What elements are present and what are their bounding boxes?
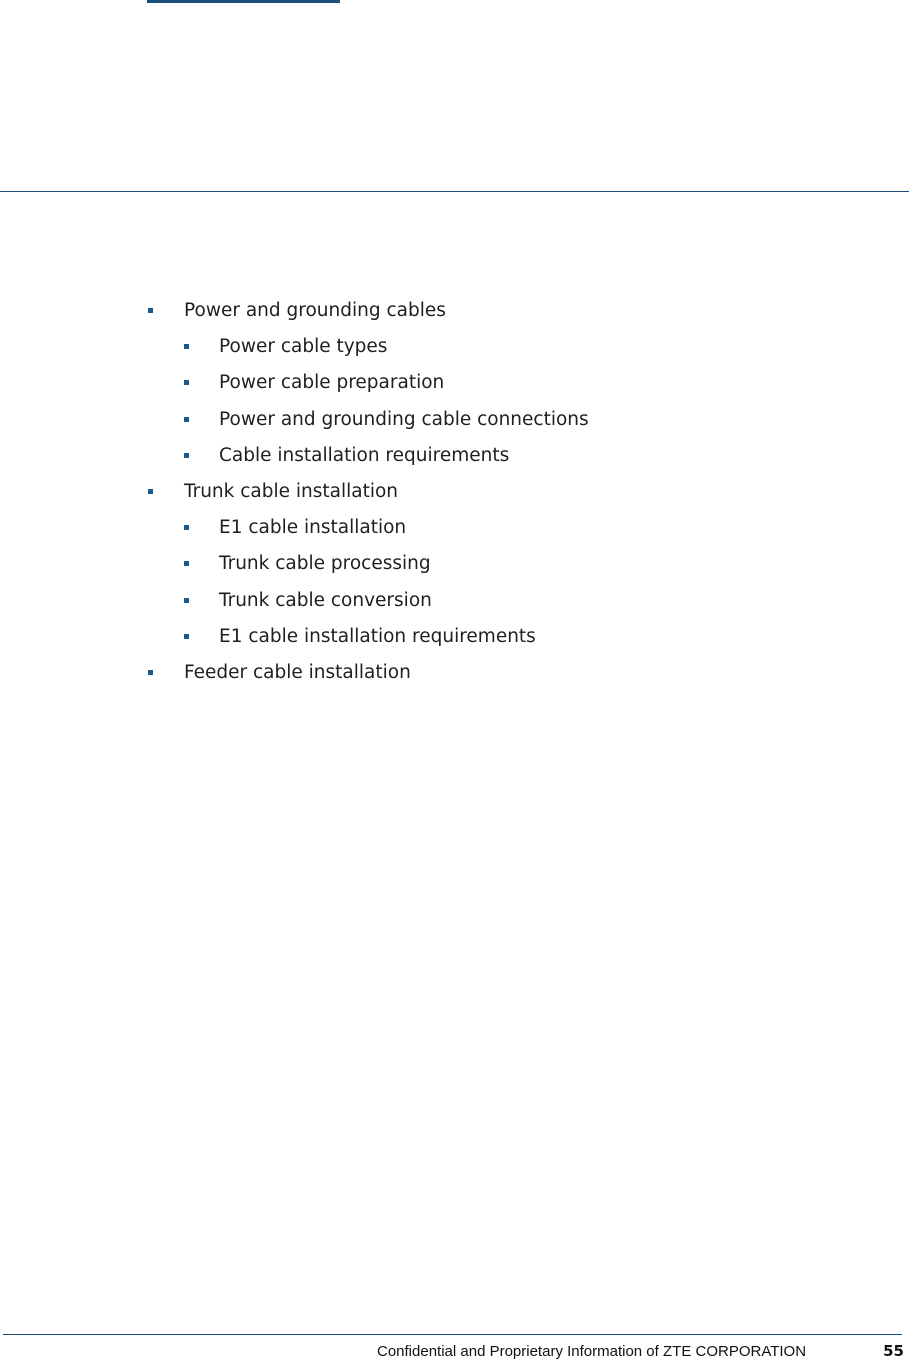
list-item-label: Power cable preparation	[219, 372, 445, 394]
square-bullet-icon	[148, 670, 153, 675]
list-item-label: Feeder cable installation	[184, 661, 411, 683]
list-item-label: E1 cable installation	[219, 517, 407, 539]
square-bullet-icon	[184, 453, 189, 458]
top-accent-bar	[147, 0, 340, 3]
header-divider	[0, 191, 909, 192]
list-item-label: Trunk cable installation	[184, 480, 399, 502]
list-item	[148, 296, 589, 332]
list-item	[148, 622, 589, 658]
square-bullet-icon	[148, 308, 153, 313]
list-item	[148, 441, 589, 477]
square-bullet-icon	[184, 598, 189, 603]
list-item-label: Trunk cable conversion	[219, 589, 432, 611]
list-item	[148, 549, 589, 585]
list-item	[148, 513, 589, 549]
list-item-label: Trunk cable processing	[219, 553, 431, 575]
list-item	[148, 332, 589, 368]
list-item-label: Power and grounding cable connections	[219, 408, 589, 430]
square-bullet-icon	[148, 489, 153, 494]
square-bullet-icon	[184, 380, 189, 385]
list-item	[148, 477, 589, 513]
page-number: 55	[883, 1342, 904, 1360]
list-item	[148, 658, 589, 694]
list-item-label: Cable installation requirements	[219, 444, 510, 466]
list-item-label: Power cable types	[219, 336, 388, 358]
square-bullet-icon	[184, 417, 189, 422]
square-bullet-icon	[184, 344, 189, 349]
confidentiality-notice: Confidential and Proprietary Information of ZTE CORPORATION	[377, 1343, 807, 1360]
topic-list	[148, 296, 589, 694]
footer-divider	[3, 1334, 902, 1335]
square-bullet-icon	[184, 561, 189, 566]
list-item-label: E1 cable installation requirements	[219, 625, 536, 647]
list-item	[148, 586, 589, 622]
list-item	[148, 368, 589, 404]
list-item	[148, 405, 589, 441]
square-bullet-icon	[184, 634, 189, 639]
list-item-label: Power and grounding cables	[184, 300, 446, 321]
square-bullet-icon	[184, 525, 189, 530]
